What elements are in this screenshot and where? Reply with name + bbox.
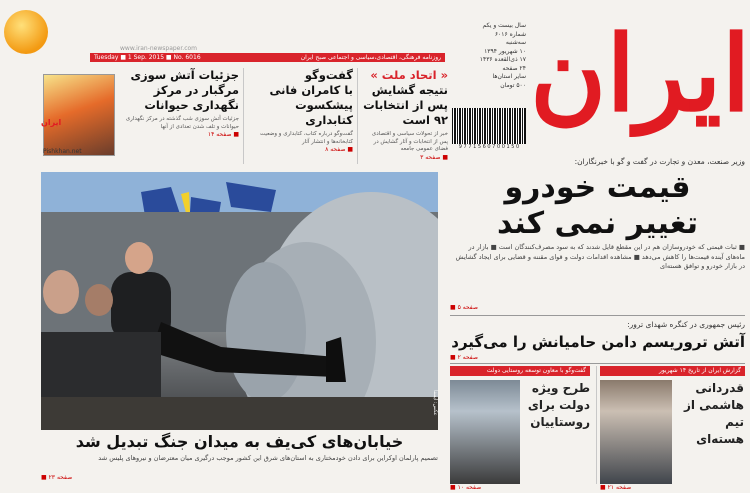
meta-line: سایر استان‌ها: [492, 73, 526, 80]
headline-line: قیمت خودرو: [504, 170, 691, 205]
bottom-tab-title: طرح ویژه دولت برای روستاییان: [527, 381, 590, 429]
person-photo: [600, 380, 672, 484]
main-story-headline[interactable]: [450, 170, 745, 242]
bottom-tab[interactable]: [600, 366, 745, 491]
bottom-tab-head: گزارش ایران از تاریخ ۱۴ شهریور: [600, 366, 745, 376]
meta-line: ۲۴ صفحه: [502, 64, 526, 72]
meta-line: شماره ۶۰۱۶: [494, 30, 526, 38]
column-divider: [357, 68, 358, 164]
column-divider: [243, 68, 244, 164]
issue-date: Tuesday ■ 1 Sep. 2015 ■ No. 6016: [94, 54, 201, 61]
column-divider: [596, 366, 597, 484]
riot-scene-illustration: [41, 172, 438, 430]
main-photo[interactable]: [41, 172, 438, 430]
photo-caption-title[interactable]: خیابان‌های کی‌یف به میدان جنگ تبدیل شد: [75, 432, 404, 451]
person-photo: [450, 380, 520, 484]
second-story-title[interactable]: آتش تروریسم دامن حامیانش را می‌گیرد: [451, 333, 745, 351]
main-story-page: ■ صفحه ۵: [450, 304, 478, 311]
meta-line: سال بیست و یکم: [482, 22, 526, 29]
divider: [450, 315, 745, 316]
meta-line: سه‌شنبه: [505, 39, 526, 46]
paper-description: روزنامه فرهنگی، اقتصادی،سیاسی و اجتماعی صبح ایران: [300, 54, 441, 61]
magazine-title: ایران: [41, 118, 62, 127]
issue-meta: [452, 22, 526, 90]
bottom-tab[interactable]: [450, 366, 590, 491]
bottom-tab-page: ■ صفحه ۱۰: [450, 484, 482, 491]
issue-bar: [90, 53, 445, 62]
teaser-kicker: « اتحاد ملت »: [370, 68, 448, 82]
bottom-tab-head: گفت‌وگو با معاون توسعه روستایی دولت: [450, 366, 590, 376]
divider: [450, 363, 745, 364]
main-story-lead: ■ ثبات قیمتی که خودروسازان هم در این مقطع قایل شدند که به سود مصرف‌کنندگان است ■ بازار در ماه‌های آینده قیمت‌ها را کاهش می‌دهد ■ مشاهده اقدامات دولت و قوای مقننه و قضایی برای ایجاد گشایش در بازار خودرو و توافق هسته‌ای: [455, 243, 745, 270]
teaser-page: ■ صفحه ۱۴: [207, 131, 239, 138]
teaser-title: نتیجه گشایش پس از انتخابات ۹۲ است: [363, 83, 448, 127]
magazine-watermark: Pishkhan.net: [43, 148, 82, 155]
masthead-logo: ایران: [530, 12, 750, 135]
corner-dot: [4, 10, 48, 54]
magazine-cover[interactable]: [43, 74, 115, 156]
meta-line: ۱۰ شهریور ۱۳۹۴: [484, 47, 526, 55]
site-url[interactable]: www.iran-newspaper.com: [120, 45, 198, 52]
teaser-title: با کامران فانی پیشکسوت کتابداری: [269, 83, 353, 127]
teaser-box[interactable]: [124, 68, 239, 138]
second-story-page: ■ صفحه ۲: [450, 354, 478, 361]
teaser-kicker: جزئیات آتش سوزی: [130, 68, 239, 82]
teaser-box[interactable]: [248, 68, 353, 153]
teaser-text: جزئیات آتش سوزی شب گذشته در مرکز نگهداری حیوانات و تلف شدن تعدادی از آنها: [125, 116, 239, 130]
second-story-kicker: رئیس جمهوری در کنگره شهدای ترور:: [627, 320, 745, 329]
teaser-page: ■ صفحه ۳: [420, 153, 448, 161]
bottom-tab-title: قدردانی هاشمی از تیم هسته‌ای: [683, 381, 744, 446]
teaser-title: مرگبار در مرکز نگهداری حیوانات: [144, 83, 239, 112]
photo-caption-page: ■ صفحه ۲۳: [41, 474, 73, 481]
photo-caption-text: تصمیم پارلمان اوکراین برای دادن خودمختاری به استان‌های شرق این کشور موجب درگیری میان معترضان و نیروهای پلیس شد: [98, 454, 438, 462]
main-story-kicker: وزیر صنعت، معدن و تجارت در گفت و گو با خبرنگاران:: [574, 157, 745, 166]
teaser-kicker: گفت‌وگو: [304, 68, 353, 82]
teaser-box[interactable]: [362, 68, 448, 161]
teaser-page: ■ صفحه ۸: [325, 146, 353, 153]
barcode-number: 9 7 7 1 5 6 0 7 0 0 1 5 0: [458, 144, 520, 150]
teaser-text: گفت‌وگو درباره کتاب، کتابداری و وضعیت کتابخانه‌ها و انتشار آثار: [260, 131, 353, 145]
bottom-tab-page: ■ صفحه ۲۱: [600, 484, 632, 491]
barcode: [452, 108, 526, 144]
headline-line: تغییر نمی کند: [497, 206, 698, 241]
meta-line: ۱۷ ذی‌القعده ۱۴۳۶: [479, 56, 526, 63]
photo-credit: عکس: ایسنا: [432, 390, 438, 416]
teaser-text: خبر از تحولات سیاسی و اقتصادی پس از انتخابات و آثار گشایش در فضای عمومی جامعه: [371, 131, 448, 152]
meta-line: ۵۰۰ تومان: [500, 81, 526, 89]
